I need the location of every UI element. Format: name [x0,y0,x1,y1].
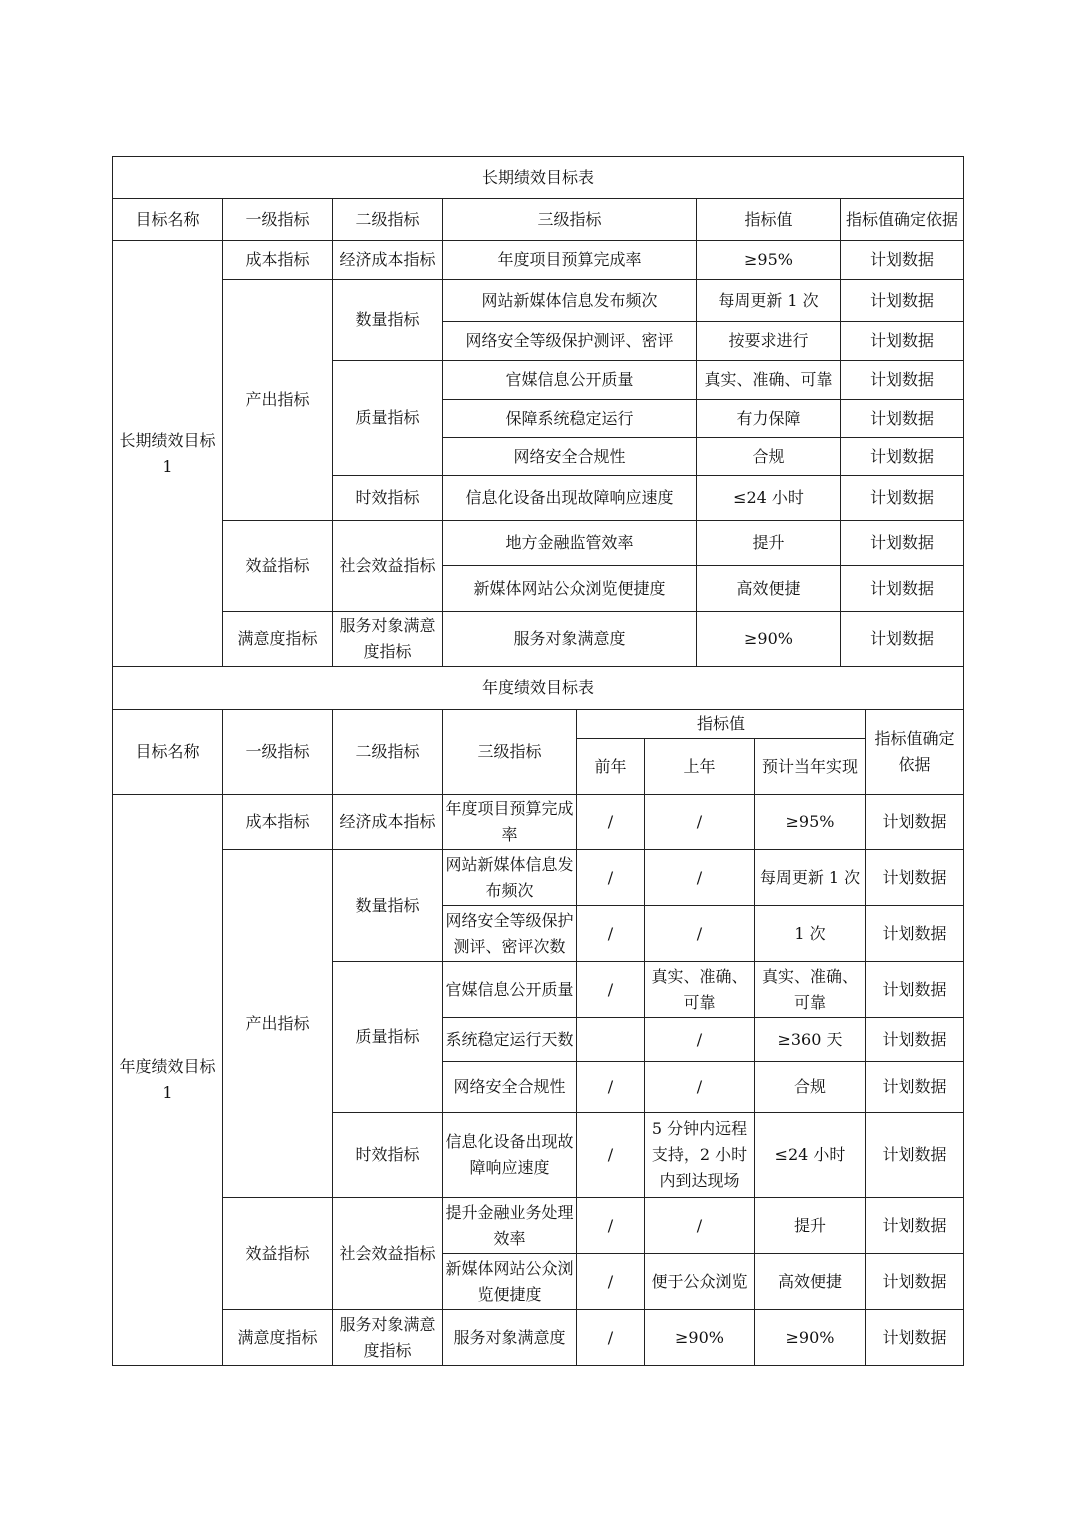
last-cell: 便于公众浏览 [645,1254,755,1310]
l1-cell: 满意度指标 [223,612,333,667]
column-header: 三级指标 [443,710,577,795]
basis-cell: 计划数据 [866,1113,964,1198]
l3-cell: 官媒信息公开质量 [443,962,577,1018]
l3-cell: 系统稳定运行天数 [443,1018,577,1062]
expected-cell: ≥95% [755,795,866,850]
table-row [113,280,964,322]
last-cell: 5 分钟内远程支持，2 小时内到达现场 [645,1113,755,1198]
prev-cell [577,1018,645,1062]
goal-name-cell: 长期绩效目标1 [113,241,223,667]
l1-cell: 产出指标 [223,850,333,1198]
basis-cell: 计划数据 [866,906,964,962]
column-header: 前年 [577,739,645,795]
expected-cell: 提升 [755,1198,866,1254]
column-header: 二级指标 [333,199,443,241]
column-header: 指标值 [697,199,841,241]
l1-cell: 效益指标 [223,521,333,612]
basis-cell: 计划数据 [841,438,964,476]
l3-cell: 网络安全合规性 [443,438,697,476]
last-cell: ≥90% [645,1310,755,1366]
value-cell: 高效便捷 [697,566,841,612]
value-cell: 合规 [697,438,841,476]
basis-cell: 计划数据 [841,280,964,322]
column-header: 指标值确定依据 [841,199,964,241]
column-header: 二级指标 [333,710,443,795]
table-row [113,241,964,280]
basis-cell: 计划数据 [866,1062,964,1113]
expected-cell: ≤24 小时 [755,1113,866,1198]
basis-cell: 计划数据 [841,612,964,667]
goal-name-cell: 年度绩效目标1 [113,795,223,1366]
l3-cell: 网站新媒体信息发布频次 [443,850,577,906]
annual-goal-table [112,666,964,1366]
column-header: 目标名称 [113,199,223,241]
value-cell: ≤24 小时 [697,476,841,521]
l2-cell: 数量指标 [333,850,443,962]
l3-cell: 网站新媒体信息发布频次 [443,280,697,322]
long-term-goal-table [112,156,964,667]
table-row [113,850,964,906]
expected-cell: 真实、准确、可靠 [755,962,866,1018]
l3-cell: 网络安全合规性 [443,1062,577,1113]
prev-cell: / [577,1113,645,1198]
value-cell: 真实、准确、可靠 [697,361,841,400]
l3-cell: 服务对象满意度 [443,1310,577,1366]
value-cell: 每周更新 1 次 [697,280,841,322]
table-row [113,795,964,850]
header-row [113,199,964,241]
l3-cell: 网络安全等级保护测评、密评 [443,322,697,361]
expected-cell: 每周更新 1 次 [755,850,866,906]
basis-cell: 计划数据 [866,1310,964,1366]
l1-cell: 成本指标 [223,241,333,280]
table-row [113,1310,964,1366]
prev-cell: / [577,906,645,962]
l3-cell: 服务对象满意度 [443,612,697,667]
value-cell: 提升 [697,521,841,566]
basis-cell: 计划数据 [866,1018,964,1062]
table-title: 长期绩效目标表 [113,157,964,199]
l2-cell: 社会效益指标 [333,1198,443,1310]
value-cell: 按要求进行 [697,322,841,361]
column-header: 目标名称 [113,710,223,795]
l1-cell: 效益指标 [223,1198,333,1310]
prev-cell: / [577,850,645,906]
basis-cell: 计划数据 [866,1198,964,1254]
l3-cell: 新媒体网站公众浏览便捷度 [443,1254,577,1310]
prev-cell: / [577,1062,645,1113]
column-header: 指标值 [577,710,866,739]
column-header: 一级指标 [223,710,333,795]
column-header: 指标值确定依据 [866,710,964,795]
header-row [113,710,964,739]
l3-cell: 信息化设备出现故障响应速度 [443,476,697,521]
column-header: 一级指标 [223,199,333,241]
basis-cell: 计划数据 [841,521,964,566]
last-cell: / [645,906,755,962]
last-cell: / [645,1198,755,1254]
l2-cell: 经济成本指标 [333,795,443,850]
l2-cell: 质量指标 [333,361,443,476]
l2-cell: 时效指标 [333,476,443,521]
prev-cell: / [577,1198,645,1254]
last-cell: / [645,850,755,906]
column-header: 三级指标 [443,199,697,241]
column-header: 预计当年实现 [755,739,866,795]
prev-cell: / [577,1254,645,1310]
prev-cell: / [577,1310,645,1366]
l3-cell: 年度项目预算完成率 [443,795,577,850]
table-row [113,521,964,566]
l3-cell: 年度项目预算完成率 [443,241,697,280]
basis-cell: 计划数据 [866,962,964,1018]
value-cell: 有力保障 [697,400,841,438]
expected-cell: 1 次 [755,906,866,962]
l1-cell: 产出指标 [223,280,333,521]
table-row [113,1198,964,1254]
expected-cell: ≥90% [755,1310,866,1366]
expected-cell: 合规 [755,1062,866,1113]
last-cell: / [645,1062,755,1113]
prev-cell: / [577,962,645,1018]
table-row [113,612,964,667]
l2-cell: 服务对象满意度指标 [333,1310,443,1366]
table-title: 年度绩效目标表 [113,667,964,710]
l2-cell: 质量指标 [333,962,443,1113]
column-header: 上年 [645,739,755,795]
l3-cell: 新媒体网站公众浏览便捷度 [443,566,697,612]
basis-cell: 计划数据 [841,566,964,612]
value-cell: ≥95% [697,241,841,280]
l2-cell: 时效指标 [333,1113,443,1198]
l2-cell: 经济成本指标 [333,241,443,280]
l2-cell: 数量指标 [333,280,443,361]
basis-cell: 计划数据 [866,1254,964,1310]
basis-cell: 计划数据 [866,795,964,850]
l3-cell: 保障系统稳定运行 [443,400,697,438]
basis-cell: 计划数据 [841,241,964,280]
l3-cell: 网络安全等级保护测评、密评次数 [443,906,577,962]
l1-cell: 成本指标 [223,795,333,850]
basis-cell: 计划数据 [841,400,964,438]
l2-cell: 社会效益指标 [333,521,443,612]
l2-cell: 服务对象满意度指标 [333,612,443,667]
last-cell: / [645,1018,755,1062]
expected-cell: 高效便捷 [755,1254,866,1310]
basis-cell: 计划数据 [841,322,964,361]
basis-cell: 计划数据 [841,361,964,400]
basis-cell: 计划数据 [841,476,964,521]
l3-cell: 地方金融监管效率 [443,521,697,566]
l1-cell: 满意度指标 [223,1310,333,1366]
expected-cell: ≥360 天 [755,1018,866,1062]
l3-cell: 提升金融业务处理效率 [443,1198,577,1254]
basis-cell: 计划数据 [866,850,964,906]
l3-cell: 官媒信息公开质量 [443,361,697,400]
value-cell: ≥90% [697,612,841,667]
prev-cell: / [577,795,645,850]
last-cell: / [645,795,755,850]
l3-cell: 信息化设备出现故障响应速度 [443,1113,577,1198]
last-cell: 真实、准确、可靠 [645,962,755,1018]
